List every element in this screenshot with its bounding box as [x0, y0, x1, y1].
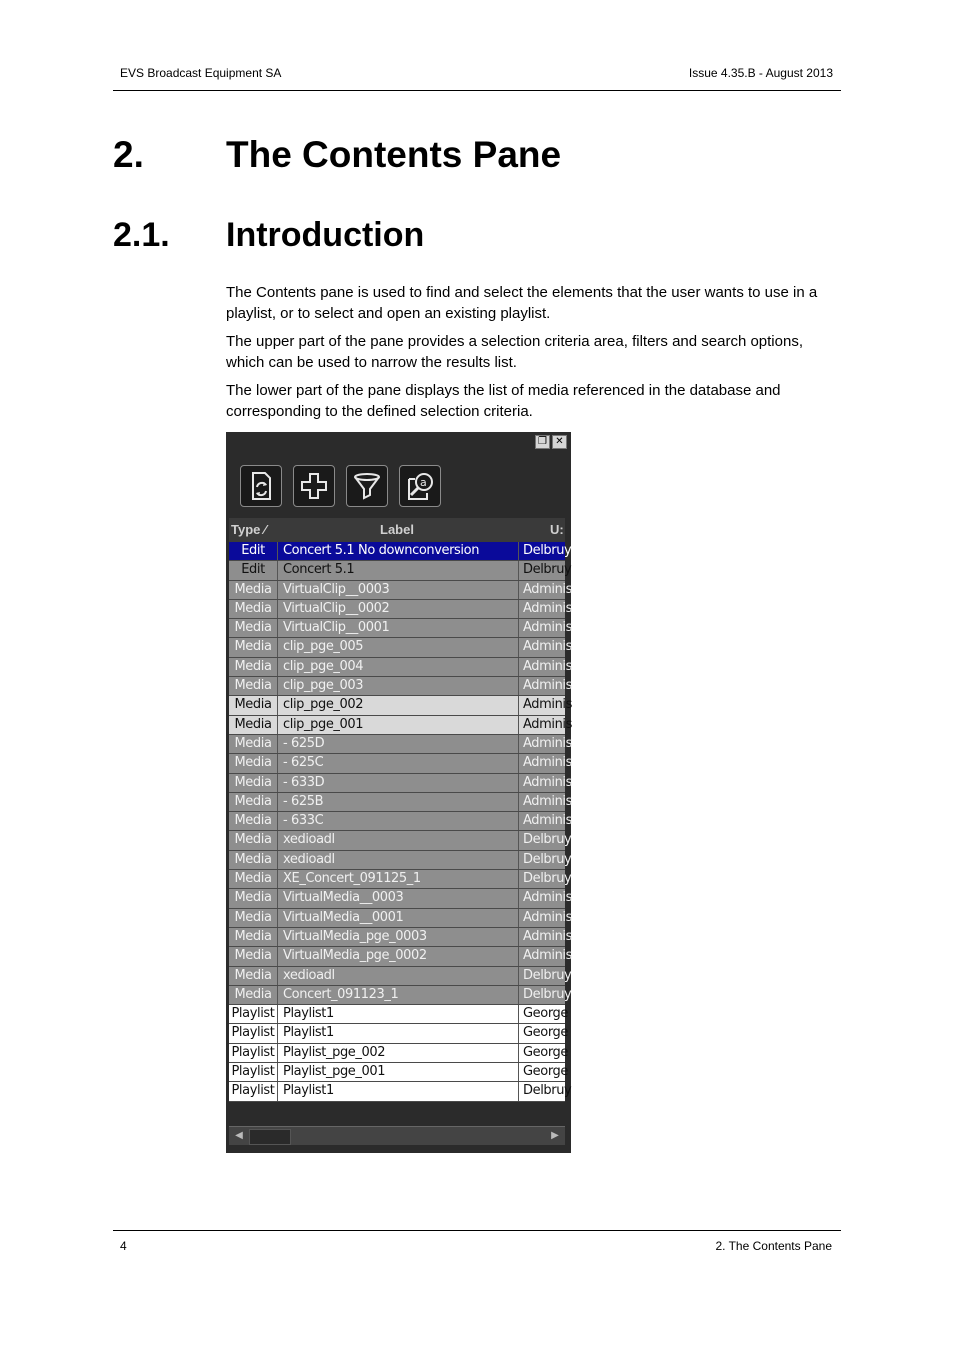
cell-label: xedioadl	[283, 832, 335, 848]
search-button[interactable]	[399, 465, 441, 507]
table-row[interactable]	[229, 716, 573, 735]
cell-label: VirtualClip__0003	[283, 581, 390, 597]
scroll-left-icon[interactable]: ◀	[235, 1130, 243, 1141]
contents-pane-screenshot	[226, 432, 571, 1153]
cell-type: Media	[234, 639, 272, 655]
cell-type: Playlist	[231, 1064, 275, 1080]
table-row[interactable]	[229, 870, 572, 889]
cell-user: Delbruy	[523, 543, 572, 558]
search-icon	[405, 471, 435, 501]
page-header-company: EVS Broadcast Equipment SA	[120, 66, 282, 80]
cell-type: Media	[234, 851, 272, 867]
cell-user: George	[523, 1044, 568, 1060]
cell-type: Media	[234, 678, 272, 694]
cell-label: VirtualClip__0001	[283, 620, 390, 636]
table-row[interactable]	[229, 909, 573, 928]
table-row[interactable]	[229, 812, 573, 831]
table-row[interactable]	[229, 1005, 568, 1024]
cell-type: Media	[234, 948, 272, 964]
cell-user: Adminis	[523, 928, 573, 944]
page-header-issue: Issue 4.35.B - August 2013	[688, 66, 833, 80]
table-row[interactable]	[229, 696, 573, 715]
cell-label: - 625B	[283, 793, 324, 809]
scroll-thumb[interactable]	[249, 1129, 291, 1145]
cell-type: Media	[234, 832, 272, 848]
cell-label: Concert_091123_1	[283, 986, 399, 1002]
cell-user: Adminis	[523, 581, 573, 597]
header-rule	[113, 90, 841, 91]
footer-rule	[113, 1230, 841, 1231]
table-row[interactable]	[229, 851, 572, 870]
table-row[interactable]	[229, 1044, 568, 1063]
cell-user: Adminis	[523, 793, 573, 809]
cell-user: Adminis	[523, 600, 573, 616]
cell-user: Adminis	[523, 716, 573, 732]
cell-label: Playlist1	[283, 1025, 334, 1041]
table-row[interactable]	[229, 967, 572, 986]
table-row[interactable]	[229, 754, 573, 773]
cell-label: VirtualMedia_pge_0003	[283, 928, 427, 944]
cell-label: VirtualMedia__0003	[283, 890, 404, 906]
cell-user: Adminis	[523, 735, 573, 751]
column-header-label[interactable]: Label	[380, 522, 414, 537]
cell-type: Media	[234, 716, 272, 732]
results-grid	[229, 518, 573, 1101]
cell-type: Edit	[241, 543, 265, 558]
chapter-title: The Contents Pane	[226, 134, 562, 175]
table-row[interactable]	[229, 928, 573, 947]
section-title: Introduction	[226, 216, 425, 254]
table-row[interactable]	[229, 658, 573, 677]
cell-label: Playlist1	[283, 1006, 334, 1022]
cell-type: Media	[234, 600, 272, 616]
table-row[interactable]	[229, 947, 573, 966]
cell-label: - 625D	[283, 735, 325, 751]
table-row[interactable]	[229, 831, 572, 850]
cell-type: Media	[234, 928, 272, 944]
table-row[interactable]	[229, 774, 573, 793]
cell-type: Media	[234, 735, 272, 751]
cell-label: Playlist_pge_002	[283, 1044, 386, 1060]
cell-user: Delbruy	[523, 967, 572, 983]
cell-type: Edit	[241, 562, 265, 578]
section-number: 2.1.	[113, 216, 170, 254]
cell-user: George	[523, 1064, 568, 1080]
refresh-icon	[248, 471, 274, 501]
cell-type: Media	[234, 909, 272, 925]
cell-type: Playlist	[231, 1025, 275, 1041]
table-row[interactable]	[229, 1082, 572, 1101]
cell-label: - 633D	[283, 774, 325, 790]
cell-type: Media	[234, 813, 272, 829]
add-icon	[300, 472, 328, 500]
cell-label: xedioadl	[283, 967, 335, 983]
cell-label: - 625C	[283, 755, 324, 771]
cell-user: George	[523, 1025, 568, 1041]
column-header-user[interactable]: U:	[550, 522, 564, 537]
table-row[interactable]	[229, 735, 573, 754]
add-button[interactable]	[293, 465, 335, 507]
cell-user: Adminis	[523, 890, 573, 906]
cell-user: Delbruy	[523, 986, 572, 1002]
cell-user: Adminis	[523, 948, 573, 964]
cell-type: Media	[234, 658, 272, 674]
table-row[interactable]	[229, 793, 573, 812]
cell-label: Concert 5.1	[283, 562, 355, 578]
table-row[interactable]	[229, 638, 573, 657]
cell-label: clip_pge_005	[283, 639, 364, 655]
cell-label: clip_pge_001	[283, 716, 364, 732]
body-text	[226, 283, 841, 430]
table-row[interactable]	[229, 619, 573, 638]
cell-type: Media	[234, 890, 272, 906]
table-row[interactable]	[229, 542, 572, 561]
cell-type: Playlist	[231, 1044, 275, 1060]
toolbar	[240, 465, 441, 507]
table-row[interactable]	[229, 1024, 568, 1043]
table-row[interactable]	[229, 581, 573, 600]
table-row[interactable]	[229, 677, 573, 696]
paragraph: The Contents pane is used to find and select the elements that the user wants to use in a playlist, or to select and open an existing playlist.	[226, 284, 818, 322]
cell-label: XE_Concert_091125_1	[283, 871, 421, 887]
chapter-number: 2.	[113, 134, 144, 175]
cell-type: Media	[234, 755, 272, 771]
close-icon[interactable]: ✕	[552, 435, 567, 449]
cell-user: Adminis	[523, 620, 573, 636]
table-row[interactable]	[229, 1063, 568, 1082]
cell-user: Delbruy	[523, 562, 572, 578]
cell-type: Media	[234, 871, 272, 887]
cell-type: Media	[234, 986, 272, 1002]
cell-type: Media	[234, 697, 272, 713]
column-header-row	[229, 518, 565, 542]
cell-type: Media	[234, 620, 272, 636]
paragraph: The lower part of the pane displays the list of media referenced in the database and corresponding to the defined selection criteria.	[226, 382, 781, 420]
table-row[interactable]	[229, 561, 572, 580]
cell-user: Adminis	[523, 774, 573, 790]
cell-label: xedioadl	[283, 851, 335, 867]
svg-text:a: a	[420, 476, 427, 489]
table-row[interactable]	[229, 986, 572, 1005]
cell-user: Adminis	[523, 678, 573, 694]
cell-label: - 633C	[283, 813, 324, 829]
column-header-type[interactable]: Type ⁄	[231, 522, 267, 537]
cell-label: clip_pge_004	[283, 658, 364, 674]
results-rows	[229, 542, 573, 1102]
cell-label: VirtualMedia_pge_0002	[283, 948, 427, 964]
cell-user: Delbruy	[523, 871, 572, 887]
table-row[interactable]	[229, 600, 573, 619]
horizontal-scrollbar[interactable]	[229, 1126, 565, 1145]
cell-type: Media	[234, 581, 272, 597]
window-buttons	[535, 435, 567, 449]
cell-type: Playlist	[231, 1083, 275, 1099]
refresh-button[interactable]	[240, 465, 282, 507]
cell-type: Playlist	[231, 1006, 275, 1022]
cell-user: Adminis	[523, 697, 573, 713]
cell-user: Adminis	[523, 639, 573, 655]
cell-user: Adminis	[523, 813, 573, 829]
filter-button[interactable]	[346, 465, 388, 507]
cell-label: Playlist1	[283, 1083, 334, 1099]
cell-user: Adminis	[523, 658, 573, 674]
cell-type: Media	[234, 967, 272, 983]
cell-label: clip_pge_003	[283, 678, 364, 694]
cell-label: VirtualMedia__0001	[283, 909, 404, 925]
cell-label: Concert 5.1 No downconversion	[283, 543, 480, 558]
cell-label: clip_pge_002	[283, 697, 364, 713]
cell-user: George	[523, 1006, 568, 1022]
scroll-right-icon[interactable]: ▶	[551, 1130, 559, 1141]
cell-user: Delbruy	[523, 832, 572, 848]
footer-section: 2. The Contents Pane	[715, 1239, 832, 1253]
restore-icon[interactable]: ❐	[535, 435, 550, 449]
filter-icon	[352, 472, 382, 500]
cell-label: VirtualClip__0002	[283, 600, 390, 616]
paragraph: The upper part of the pane provides a selection criteria area, filters and search options, which can be used to narrow the results list.	[226, 333, 803, 371]
cell-user: Adminis	[523, 909, 573, 925]
cell-type: Media	[234, 774, 272, 790]
cell-user: Delbruy	[523, 851, 572, 867]
cell-user: Adminis	[523, 755, 573, 771]
cell-label: Playlist_pge_001	[283, 1064, 386, 1080]
cell-user: Delbruy	[523, 1083, 572, 1099]
table-row[interactable]	[229, 889, 573, 908]
cell-type: Media	[234, 793, 272, 809]
page-number: 4	[120, 1239, 127, 1253]
